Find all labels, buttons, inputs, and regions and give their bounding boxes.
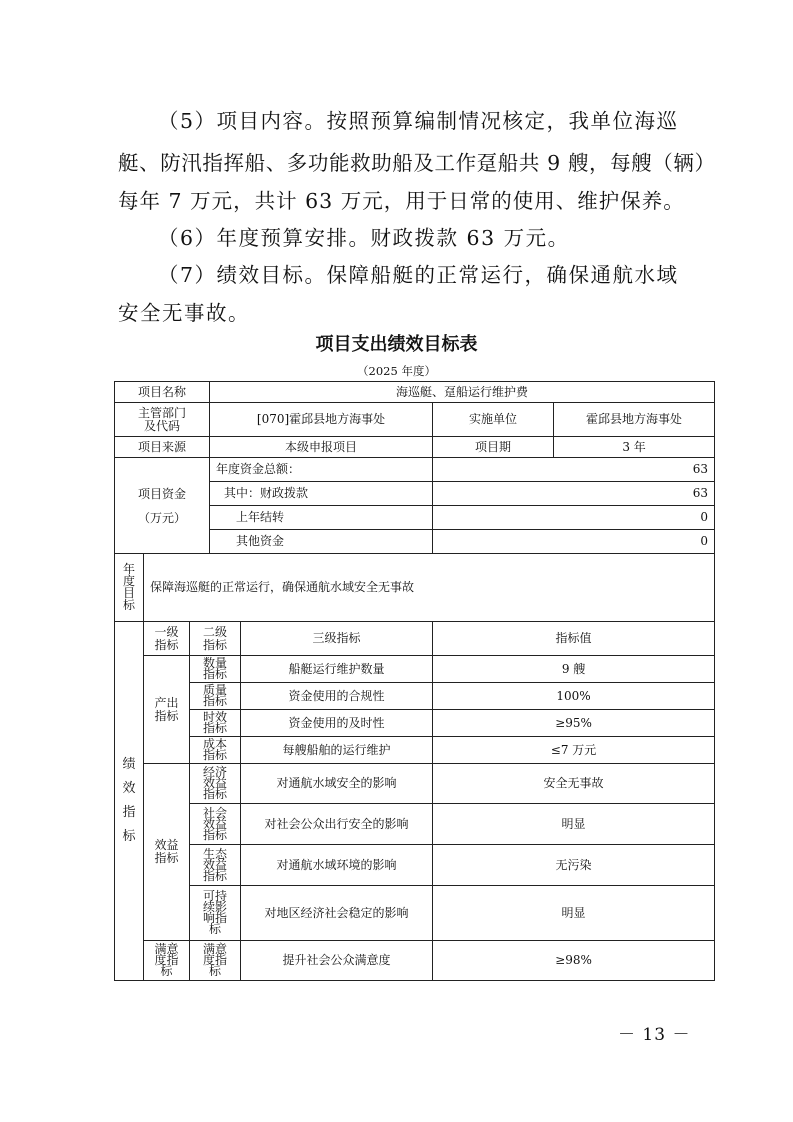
funds-carryover-label: 上年结转 <box>210 506 433 530</box>
output-value-quality: 100% <box>433 683 715 710</box>
paragraph-3: 每年 7 万元，共计 63 万元，用于日常的使用、维护保养。 <box>118 189 685 213</box>
satisfaction-value: ≥98% <box>433 941 715 981</box>
output-label-text: 产出指标 <box>154 695 179 723</box>
perf-label <box>115 622 144 981</box>
header-value: 指标值 <box>433 622 715 656</box>
benefit-l2-economic-text: 经济效益指标 <box>203 765 228 801</box>
performance-table <box>114 381 715 981</box>
funds-other-label: 其他资金 <box>210 530 433 554</box>
annual-goal-label <box>115 554 144 622</box>
impl-unit-label: 实施单位 <box>433 403 554 437</box>
annual-goal-value: 保障海巡艇的正常运行，确保通航水域安全无事故 <box>144 554 715 622</box>
benefit-value-ecological: 无污染 <box>433 845 715 886</box>
benefit-l2-economic <box>190 764 241 804</box>
output-l3-timeliness: 资金使用的及时性 <box>241 710 433 737</box>
funds-fiscal-value: 63 <box>433 482 715 506</box>
impl-unit-value: 霍邱县地方海事处 <box>554 403 715 437</box>
benefit-l3-ecological: 对通航水域环境的影响 <box>241 845 433 886</box>
table-row <box>115 622 715 656</box>
satisfaction-l1-text: 满意度指标 <box>154 942 179 978</box>
paragraph-1: （5）项目内容。按照预算编制情况核定，我单位海巡 <box>158 109 679 133</box>
output-l2-cost <box>190 737 241 764</box>
source-label: 项目来源 <box>115 437 210 458</box>
benefit-l2-ecological <box>190 845 241 886</box>
benefit-label-text: 效益指标 <box>154 838 179 865</box>
benefit-l2-sustainable <box>190 886 241 941</box>
table-row <box>115 845 715 886</box>
dept-label-line1: 主管部门 <box>138 405 187 420</box>
funds-label-line1: 项目资金 <box>138 486 187 501</box>
table-row <box>115 710 715 737</box>
table-row <box>115 764 715 804</box>
annual-goal-label-text: 年度目标 <box>122 562 135 612</box>
benefit-l2-social <box>190 804 241 845</box>
benefit-l3-social: 对社会公众出行安全的影响 <box>241 804 433 845</box>
output-value-cost: ≤7 万元 <box>433 737 715 764</box>
output-value-timeliness: ≥95% <box>433 710 715 737</box>
output-l3-quality: 资金使用的合规性 <box>241 683 433 710</box>
table-row <box>115 886 715 941</box>
perf-label-text: 绩效指标 <box>122 757 136 844</box>
header-level1-text: 一级指标 <box>154 624 179 652</box>
header-level1 <box>144 622 190 656</box>
header-level2-text: 二级指标 <box>203 624 228 652</box>
output-l2-timeliness <box>190 710 241 737</box>
output-value-quantity: 9 艘 <box>433 656 715 683</box>
paragraph-6: 安全无事故。 <box>118 301 250 325</box>
satisfaction-l1 <box>144 941 190 981</box>
table-title: 项目支出绩效目标表 <box>315 334 478 355</box>
satisfaction-l3: 提升社会公众满意度 <box>241 941 433 981</box>
benefit-l3-sustainable: 对地区经济社会稳定的影响 <box>241 886 433 941</box>
funds-fiscal-label: 其中：财政拨款 <box>210 482 433 506</box>
table-row <box>115 382 715 403</box>
output-l2-quantity-text: 数量指标 <box>203 656 228 681</box>
benefit-l2-sustainable-text: 可持续影响指标 <box>203 889 228 936</box>
header-level3: 三级指标 <box>241 622 433 656</box>
table-row <box>115 437 715 458</box>
period-label: 项目期 <box>433 437 554 458</box>
benefit-label <box>144 764 190 941</box>
table-row <box>115 737 715 764</box>
benefit-l2-ecological-text: 生态效益指标 <box>203 846 228 883</box>
table-year: （2025 年度） <box>357 364 436 378</box>
satisfaction-l2 <box>190 941 241 981</box>
funds-label-line2: （万元） <box>138 510 187 525</box>
output-l3-quantity: 船艇运行维护数量 <box>241 656 433 683</box>
output-l2-cost-text: 成本指标 <box>203 737 228 762</box>
benefit-l3-economic: 对通航水域安全的影响 <box>241 764 433 804</box>
funds-label <box>115 458 210 554</box>
dept-value: [070]霍邱县地方海事处 <box>210 403 433 437</box>
benefit-value-social: 明显 <box>433 804 715 845</box>
output-label <box>144 656 190 764</box>
output-l2-quality-text: 质量指标 <box>203 683 228 708</box>
period-value: 3 年 <box>554 437 715 458</box>
funds-total-value: 63 <box>433 458 715 482</box>
paragraph-4: （6）年度预算安排。财政拨款 63 万元。 <box>158 226 570 250</box>
table-row <box>115 458 715 482</box>
output-l2-quality <box>190 683 241 710</box>
dept-label-line2: 及代码 <box>144 418 181 433</box>
paragraph-5: （7）绩效目标。保障船艇的正常运行，确保通航水域 <box>158 263 679 287</box>
table-row <box>115 683 715 710</box>
funds-other-value: 0 <box>433 530 715 554</box>
output-l2-timeliness-text: 时效指标 <box>203 710 228 735</box>
table-row <box>115 403 715 437</box>
output-l2-quantity <box>190 656 241 683</box>
benefit-l2-social-text: 社会效益指标 <box>203 805 228 842</box>
table-row <box>115 554 715 622</box>
output-l3-cost: 每艘船舶的运行维护 <box>241 737 433 764</box>
header-level2 <box>190 622 241 656</box>
project-name-value: 海巡艇、趸船运行维护费 <box>210 382 715 403</box>
table-row <box>115 804 715 845</box>
project-name-label: 项目名称 <box>115 382 210 403</box>
benefit-value-sustainable: 明显 <box>433 886 715 941</box>
source-value: 本级申报项目 <box>210 437 433 458</box>
satisfaction-l2-text: 满意度指标 <box>203 942 228 978</box>
funds-carryover-value: 0 <box>433 506 715 530</box>
dept-label <box>115 403 210 437</box>
table-row <box>115 656 715 683</box>
page-number: － 13 － <box>618 1025 691 1045</box>
benefit-value-economic: 安全无事故 <box>433 764 715 804</box>
table-row <box>115 941 715 981</box>
paragraph-2: 艇、防汛指挥船、多功能救助船及工作趸船共 9 艘，每艘（辆） <box>118 151 716 175</box>
funds-total-label: 年度资金总额： <box>210 458 433 482</box>
